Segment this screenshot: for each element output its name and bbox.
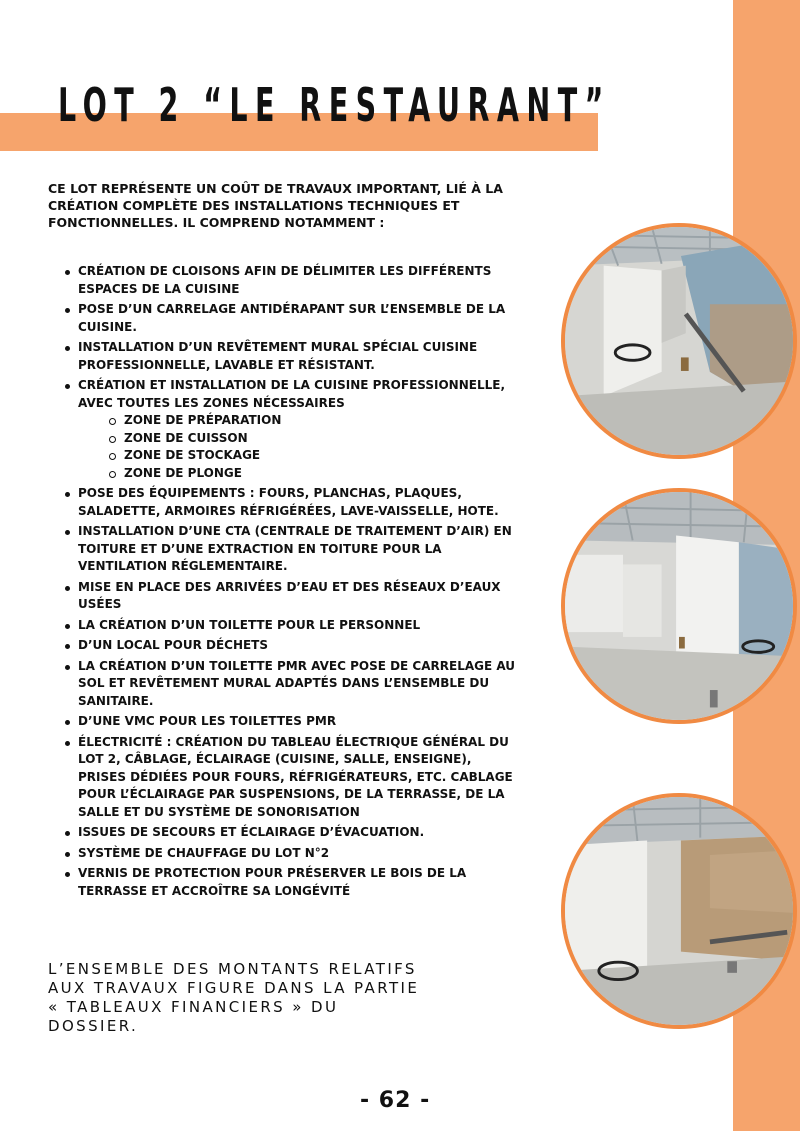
list-item: ÉLECTRICITÉ : CRÉATION DU TABLEAU ÉLECTRIQUE GÉNÉRAL DU LOT 2, CÂBLAGE, ÉCLAIRAGE (CUISINE, SALLE, ENSEIGNE), PRISES DÉDIÉES POUR FOURS, RÉFRIGÉRATEURS, ETC. CABLAGE POUR L’ÉCLAIRAGE PAR SUSPENSIONS, DE LA TERRASSE, DE LA SALLE ET DU SYSTÈME DE SONORISATION (48, 734, 523, 822)
zones-sublist (78, 412, 523, 482)
sublist-item: ZONE DE PLONGE (78, 465, 523, 483)
list-item: VERNIS DE PROTECTION POUR PRÉSERVER LE BOIS DE LA TERRASSE ET ACCROÎTRE SA LONGÉVITÉ (48, 865, 523, 900)
page-number: - 62 - (360, 1088, 431, 1113)
construction-photo-1-image (565, 227, 793, 455)
sublist-item: ZONE DE PRÉPARATION (78, 412, 523, 430)
works-list (48, 263, 523, 903)
list-item-text: CRÉATION ET INSTALLATION DE LA CUISINE PROFESSIONNELLE, AVEC TOUTES LES ZONES NÉCESSAIRES (78, 378, 506, 410)
sublist-item: ZONE DE STOCKAGE (78, 447, 523, 465)
list-item: POSE D’UN CARRELAGE ANTIDÉRAPANT SUR L’ENSEMBLE DE LA CUISINE. (48, 301, 523, 336)
financial-note: L’ENSEMBLE DES MONTANTS RELATIFS AUX TRAVAUX FIGURE DANS LA PARTIE « TABLEAUX FINANCIERS » DU DOSSIER. (48, 960, 420, 1035)
list-item: LA CRÉATION D’UN TOILETTE PMR AVEC POSE DE CARRELAGE AU SOL ET REVÊTEMENT MURAL ADAPTÉS DANS L’ENSEMBLE DU SANITAIRE. (48, 658, 523, 711)
list-item: CRÉATION DE CLOISONS AFIN DE DÉLIMITER LES DIFFÉRENTS ESPACES DE LA CUISINE (48, 263, 523, 298)
list-item: INSTALLATION D’UNE CTA (CENTRALE DE TRAITEMENT D’AIR) EN TOITURE ET D’UNE EXTRACTION EN TOITURE POUR LA VENTILATION RÉGLEMENTAIRE. (48, 523, 523, 576)
list-item: D’UN LOCAL POUR DÉCHETS (48, 637, 523, 655)
construction-photo-3 (561, 793, 797, 1029)
list-item (48, 377, 523, 482)
list-item: ISSUES DE SECOURS ET ÉCLAIRAGE D’ÉVACUATION. (48, 824, 523, 842)
list-item: MISE EN PLACE DES ARRIVÉES D’EAU ET DES RÉSEAUX D’EAUX USÉES (48, 579, 523, 614)
list-item: POSE DES ÉQUIPEMENTS : FOURS, PLANCHAS, PLAQUES, SALADETTE, ARMOIRES RÉFRIGÉRÉES, LAVE-VAISSELLE, HOTE. (48, 485, 523, 520)
page-title: LOT 2 “LE RESTAURANT” (58, 78, 611, 132)
construction-photo-2-image (565, 492, 793, 720)
list-item: LA CRÉATION D’UN TOILETTE POUR LE PERSONNEL (48, 617, 523, 635)
list-item: D’UNE VMC POUR LES TOILETTES PMR (48, 713, 523, 731)
list-item: INSTALLATION D’UN REVÊTEMENT MURAL SPÉCIAL CUISINE PROFESSIONNELLE, LAVABLE ET RÉSISTANT. (48, 339, 523, 374)
construction-photo-2 (561, 488, 797, 724)
sublist-item: ZONE DE CUISSON (78, 430, 523, 448)
list-item: SYSTÈME DE CHAUFFAGE DU LOT N°2 (48, 845, 523, 863)
construction-photo-3-image (565, 797, 793, 1025)
intro-paragraph: CE LOT REPRÉSENTE UN COÛT DE TRAVAUX IMPORTANT, LIÉ À LA CRÉATION COMPLÈTE DES INSTALLATIONS TECHNIQUES ET FONCTIONNELLES. IL COMPREND NOTAMMENT : (48, 181, 503, 230)
construction-photo-1 (561, 223, 797, 459)
